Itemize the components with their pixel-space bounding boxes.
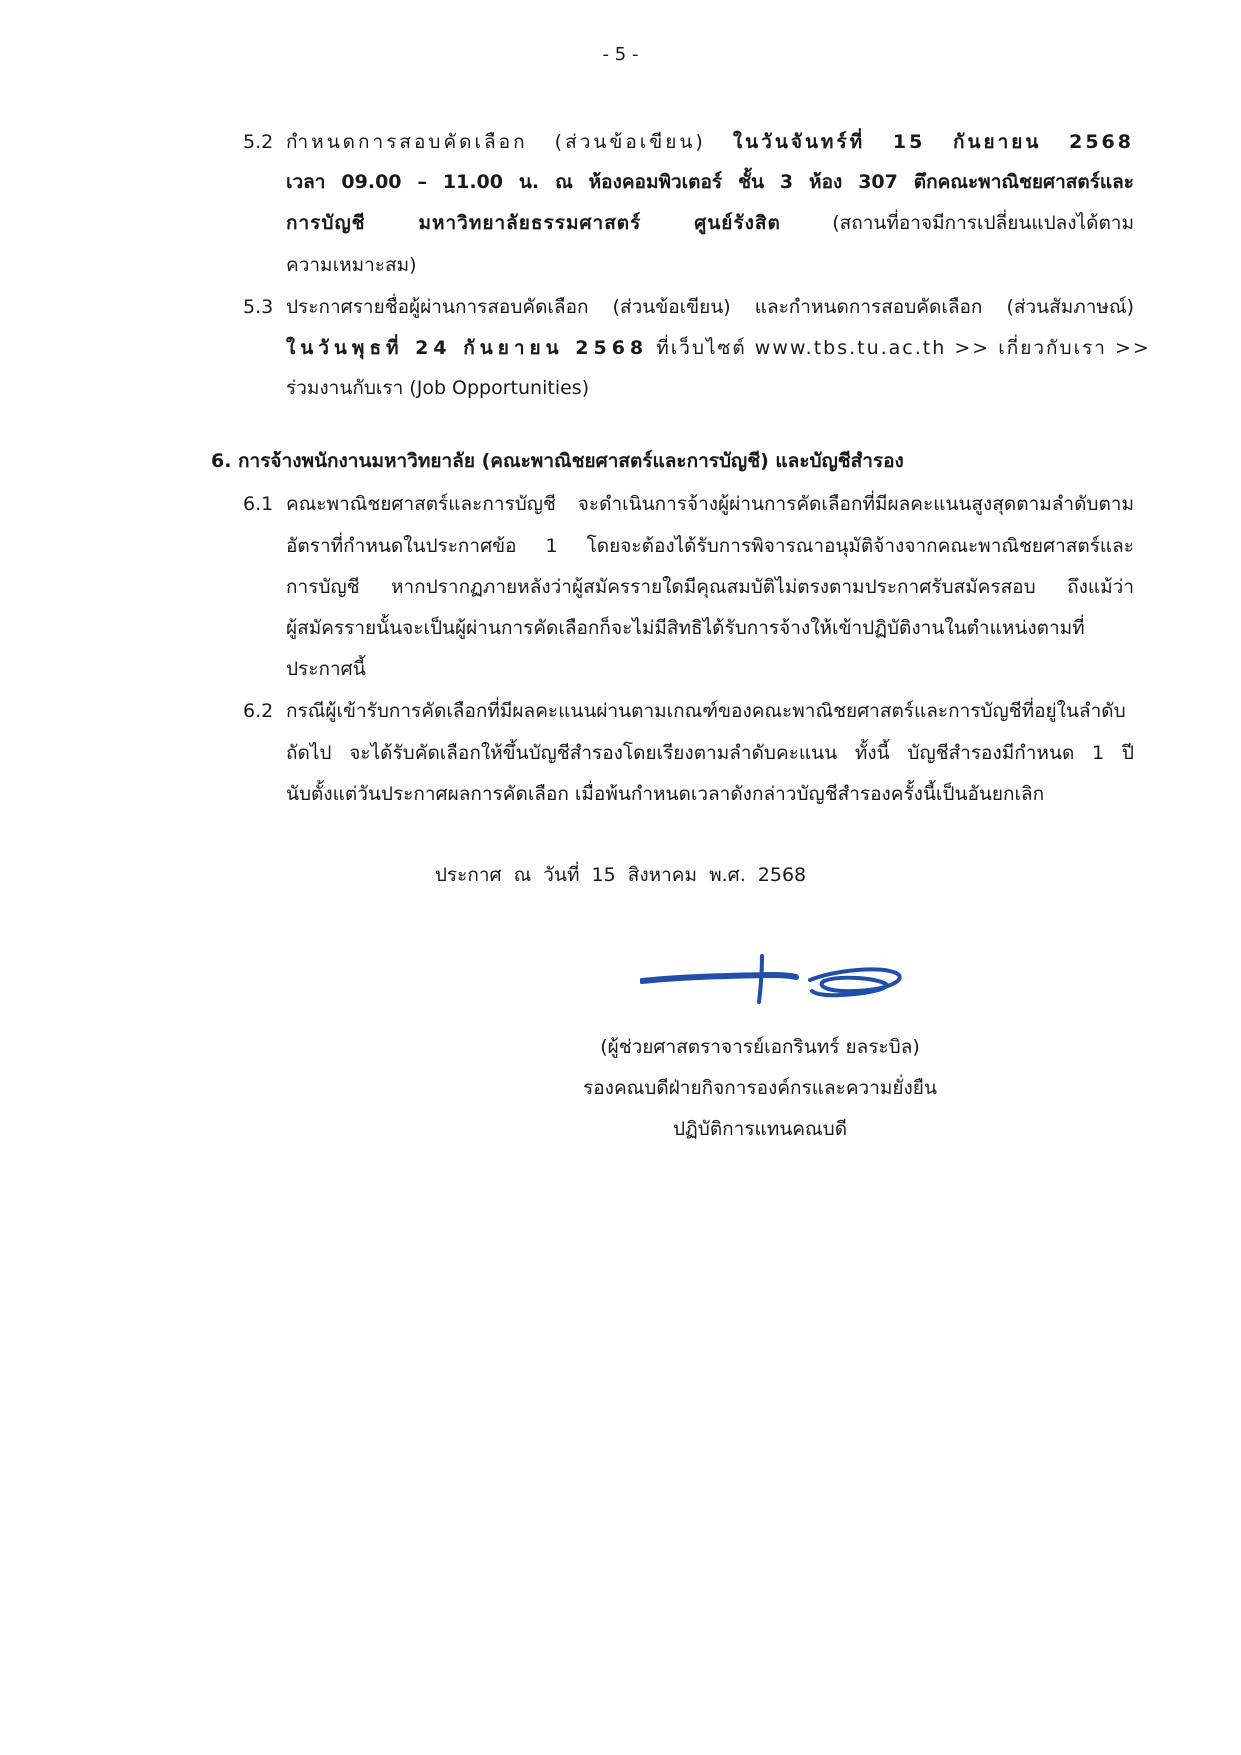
paragraph-line: คณะพาณิชยศาสตร์และการบัญชี จะดำเนินการจ้างผู้ผ่านการคัดเลือกที่มีผลคะแนนสูงสุดตามลำดับตาม <box>286 493 1134 515</box>
item-number: 5.3 <box>243 296 274 318</box>
text-span: (สถานที่อาจมีการเปลี่ยนแปลงได้ตาม <box>780 212 1134 234</box>
paragraph-line <box>286 214 1134 233</box>
text-span: ที่เว็บไซต์ www.tbs.tu.ac.th >> เกี่ยวกับเรา >> <box>648 337 1151 359</box>
item-number: 5.2 <box>243 131 274 153</box>
paragraph-line: อัตราที่กำหนดในประกาศข้อ 1 โดยจะต้องได้รับการพิจารณาอนุมัติจ้างจากคณะพาณิชยศาสตร์และ <box>286 535 1134 557</box>
item-number: 6.2 <box>243 700 274 722</box>
text-span: กำหนดการสอบคัดเลือก (ส่วนข้อเขียน) <box>286 131 733 153</box>
paragraph-line: ความเหมาะสม) <box>286 254 417 276</box>
paragraph-line: ประกาศรายชื่อผู้ผ่านการสอบคัดเลือก (ส่วนข้อเขียน) และกำหนดการสอบคัดเลือก (ส่วนสัมภาษณ์) <box>286 296 1134 318</box>
announcement-date: ประกาศ ณ วันที่ 15 สิงหาคม พ.ศ. 2568 <box>434 864 807 886</box>
item-number: 6.1 <box>243 493 274 515</box>
paragraph-line: ถัดไป จะได้รับคัดเลือกให้ขึ้นบัญชีสำรองโดยเรียงตามลำดับคะแนน ทั้งนี้ บัญชีสำรองมีกำหนด 1 ปี <box>286 742 1134 764</box>
bold-text-span: การบัญชี มหาวิทยาลัยธรรมศาสตร์ ศูนย์รังสิต <box>286 212 781 234</box>
section-heading: 6. การจ้างพนักงานมหาวิทยาลัย (คณะพาณิชยศาสตร์และการบัญชี) และบัญชีสำรอง <box>211 450 904 472</box>
bold-text-span: ในวันจันทร์ที่ 15 กันยายน 2568 <box>732 131 1134 153</box>
paragraph-line: ประกาศนี้ <box>286 658 366 680</box>
paragraph-line: ผู้สมัครรายนั้นจะเป็นผู้ผ่านการคัดเลือกก็จะไม่มีสิทธิได้รับการจ้างให้เข้าปฏิบัติงานในตำแหน่งตามที่ <box>286 617 1085 639</box>
signatory-acting: ปฏิบัติการแทนคณบดี <box>672 1118 848 1140</box>
paragraph-line: นับตั้งแต่วันประกาศผลการคัดเลือก เมื่อพ้นกำหนดเวลาดังกล่าวบัญชีสำรองครั้งนี้เป็นอันยกเลิก <box>286 783 1045 805</box>
bold-text-span: ในวันพุธที่ 24 กันยายน 2568 <box>286 337 649 359</box>
paragraph-line: กรณีผู้เข้ารับการคัดเลือกที่มีผลคะแนนผ่านตามเกณฑ์ของคณะพาณิชยศาสตร์และการบัญชีที่อยู่ในลำดับ <box>286 700 1126 722</box>
paragraph-line <box>286 133 1134 152</box>
signature-image <box>640 950 910 1025</box>
signatory-position: รองคณบดีฝ่ายกิจการองค์กรและความยั่งยืน <box>583 1077 937 1099</box>
page-number: - 5 - <box>602 44 639 65</box>
paragraph-line: การบัญชี หากปรากฏภายหลังว่าผู้สมัครรายใดมีคุณสมบัติไม่ตรงตามประกาศรับสมัครสอบ ถึงแม้ว่า <box>286 576 1134 598</box>
paragraph-line: เวลา 09.00 – 11.00 น. ณ ห้องคอมพิวเตอร์ ชั้น 3 ห้อง 307 ตึกคณะพาณิชยศาสตร์และ <box>286 171 1134 193</box>
signatory-name: (ผู้ช่วยศาสตราจารย์เอกรินทร์ ยลระบิล) <box>600 1036 920 1058</box>
paragraph-line: ร่วมงานกับเรา (Job Opportunities) <box>286 377 590 399</box>
paragraph-line <box>286 337 1151 359</box>
